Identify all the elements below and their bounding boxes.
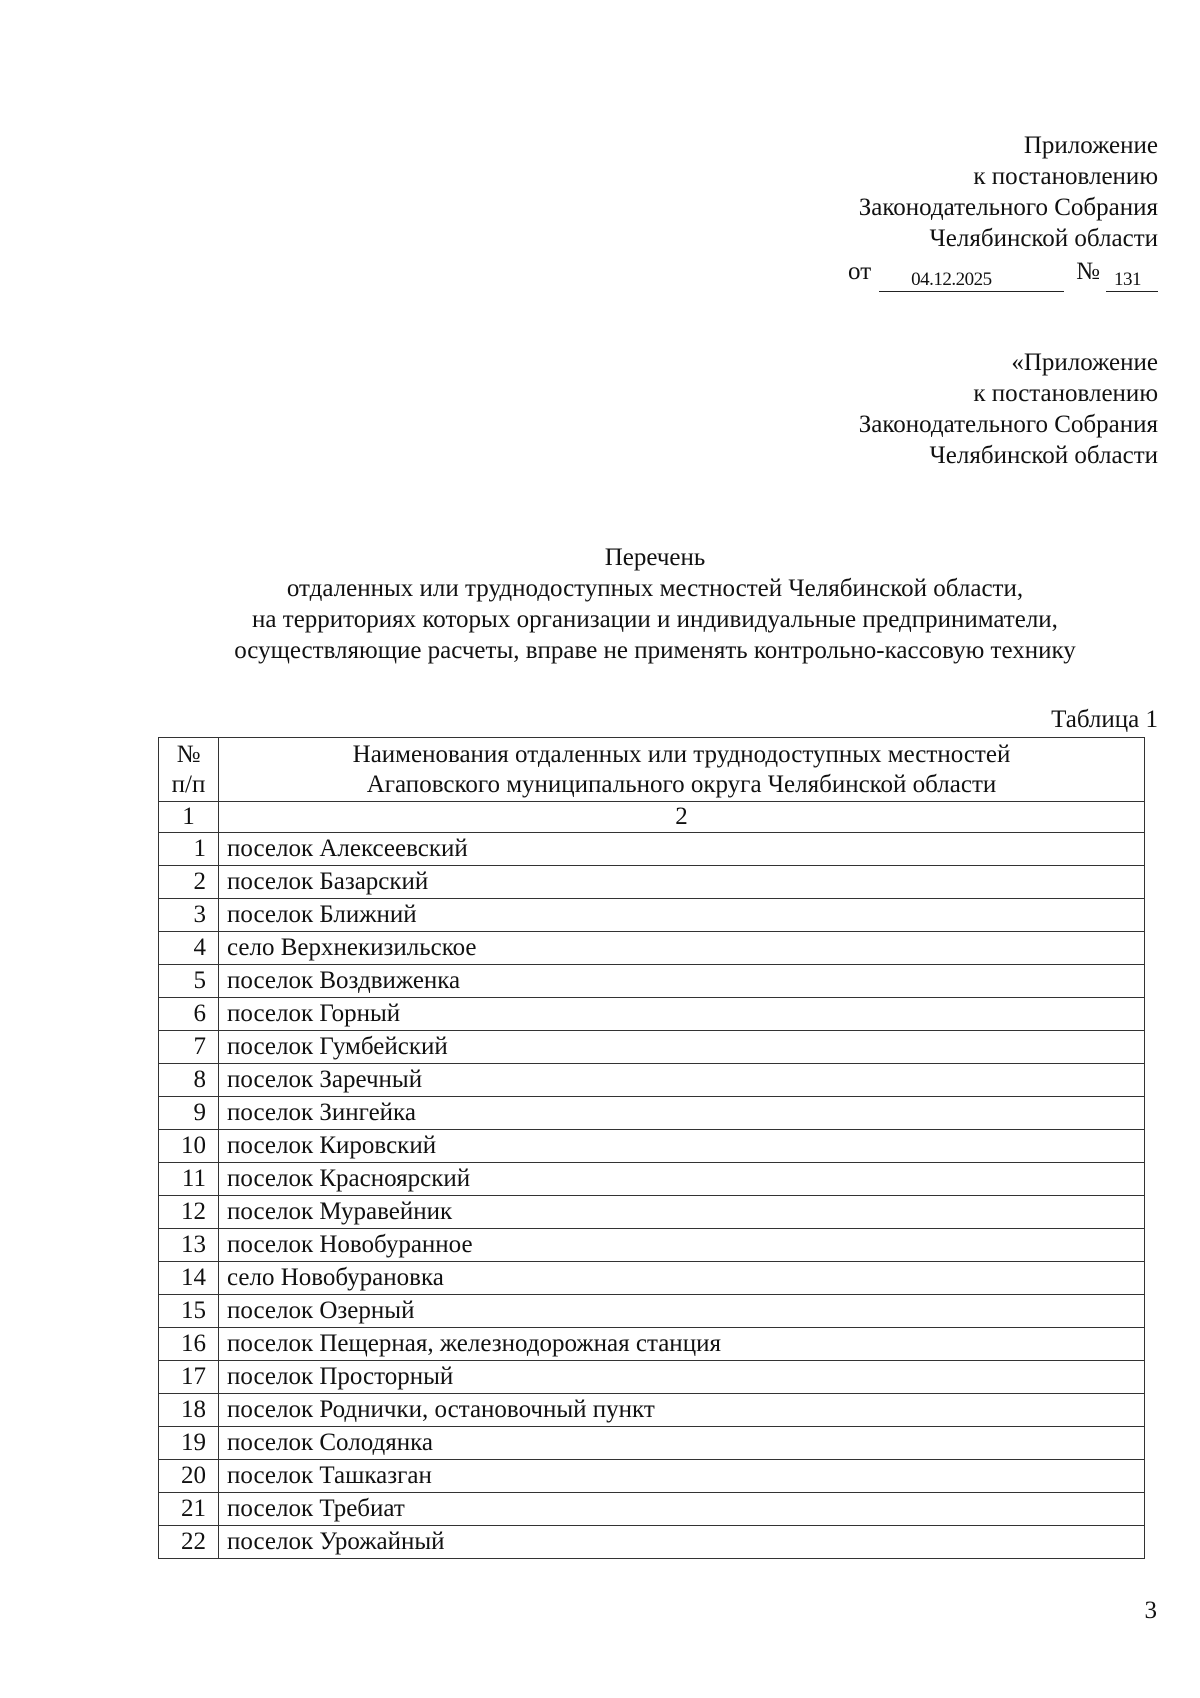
previous-attachment-authority: Законодательного Собрания bbox=[858, 411, 1158, 438]
row-number: 14 bbox=[159, 1262, 219, 1295]
table-row bbox=[159, 1097, 1145, 1130]
row-number: 5 bbox=[159, 965, 219, 998]
table-row bbox=[159, 932, 1145, 965]
table-row bbox=[159, 1361, 1145, 1394]
date-label: от bbox=[848, 258, 872, 285]
table-row bbox=[159, 1196, 1145, 1229]
row-number: 8 bbox=[159, 1064, 219, 1097]
table-row bbox=[159, 1295, 1145, 1328]
table-row bbox=[159, 998, 1145, 1031]
row-number: 21 bbox=[159, 1493, 219, 1526]
places-table bbox=[158, 737, 1145, 1559]
row-place-name: поселок Требиат bbox=[219, 1493, 1145, 1526]
row-number: 19 bbox=[159, 1427, 219, 1460]
previous-attachment-region: Челябинской области bbox=[929, 442, 1158, 469]
page-number: 3 bbox=[1144, 1597, 1157, 1624]
table-row bbox=[159, 1328, 1145, 1361]
table-row bbox=[159, 1064, 1145, 1097]
row-place-name: поселок Урожайный bbox=[219, 1526, 1145, 1559]
row-place-name: поселок Кировский bbox=[219, 1130, 1145, 1163]
row-place-name: поселок Муравейник bbox=[219, 1196, 1145, 1229]
table-row bbox=[159, 833, 1145, 866]
attachment-authority: Законодательного Собрания bbox=[858, 194, 1158, 221]
table-row bbox=[159, 1262, 1145, 1295]
attachment-title: Приложение bbox=[1023, 132, 1158, 159]
attachment-subtitle: к постановлению bbox=[973, 163, 1158, 190]
table-body bbox=[159, 833, 1145, 1559]
column-number-1: 1 bbox=[159, 802, 219, 833]
header-number-abbr: п/п bbox=[171, 770, 206, 798]
row-number: 12 bbox=[159, 1196, 219, 1229]
number-label: № bbox=[1076, 258, 1100, 285]
row-place-name: поселок Просторный bbox=[219, 1361, 1145, 1394]
row-place-name: поселок Заречный bbox=[219, 1064, 1145, 1097]
table-caption: Таблица 1 bbox=[1051, 706, 1158, 733]
column-number-2: 2 bbox=[219, 802, 1145, 833]
table-row bbox=[159, 899, 1145, 932]
row-place-name: поселок Роднички, остановочный пункт bbox=[219, 1394, 1145, 1427]
row-number: 20 bbox=[159, 1460, 219, 1493]
table-row bbox=[159, 1526, 1145, 1559]
table-row bbox=[159, 1229, 1145, 1262]
table-row bbox=[159, 1130, 1145, 1163]
header-name-cell bbox=[219, 738, 1145, 802]
previous-attachment-title: «Приложение bbox=[1011, 349, 1158, 376]
row-place-name: село Верхнекизильское bbox=[219, 932, 1145, 965]
table-row bbox=[159, 1394, 1145, 1427]
title-line-4: осуществляющие расчеты, вправе не применять контрольно-кассовую технику bbox=[234, 637, 1076, 664]
row-number: 4 bbox=[159, 932, 219, 965]
row-number: 2 bbox=[159, 866, 219, 899]
table-row bbox=[159, 965, 1145, 998]
previous-attachment-header bbox=[859, 347, 1158, 471]
title-line-3: на территориях которых организации и индивидуальные предприниматели, bbox=[252, 606, 1058, 633]
table-row bbox=[159, 1031, 1145, 1064]
row-number: 9 bbox=[159, 1097, 219, 1130]
attachment-region: Челябинской области bbox=[929, 225, 1158, 252]
row-number: 15 bbox=[159, 1295, 219, 1328]
previous-attachment-subtitle: к постановлению bbox=[973, 380, 1158, 407]
header-number-cell bbox=[159, 738, 219, 802]
row-number: 18 bbox=[159, 1394, 219, 1427]
attachment-header bbox=[848, 130, 1158, 290]
row-number: 1 bbox=[159, 833, 219, 866]
row-number: 7 bbox=[159, 1031, 219, 1064]
title-line-1: Перечень bbox=[604, 544, 706, 571]
row-number: 22 bbox=[159, 1526, 219, 1559]
row-place-name: поселок Озерный bbox=[219, 1295, 1145, 1328]
row-number: 10 bbox=[159, 1130, 219, 1163]
row-number: 6 bbox=[159, 998, 219, 1031]
header-name-line-2: Агаповского муниципального округа Челябинской области bbox=[366, 770, 997, 798]
row-number: 11 bbox=[159, 1163, 219, 1196]
row-place-name: поселок Гумбейский bbox=[219, 1031, 1145, 1064]
row-place-name: поселок Солодянка bbox=[219, 1427, 1145, 1460]
row-place-name: поселок Ташказган bbox=[219, 1460, 1145, 1493]
table-row bbox=[159, 1427, 1145, 1460]
row-number: 13 bbox=[159, 1229, 219, 1262]
row-place-name: поселок Новобуранное bbox=[219, 1229, 1145, 1262]
document-title bbox=[130, 542, 1180, 666]
table-row bbox=[159, 1460, 1145, 1493]
row-number: 3 bbox=[159, 899, 219, 932]
table-row bbox=[159, 1163, 1145, 1196]
column-numbering-row bbox=[159, 802, 1145, 833]
header-name-line-1: Наименования отдаленных или труднодоступных местностей bbox=[352, 740, 1011, 768]
row-place-name: поселок Ближний bbox=[219, 899, 1145, 932]
number-value: 131 bbox=[1106, 269, 1158, 292]
row-place-name: село Новобурановка bbox=[219, 1262, 1145, 1295]
row-place-name: поселок Базарский bbox=[219, 866, 1145, 899]
table-row bbox=[159, 1493, 1145, 1526]
row-place-name: поселок Пещерная, железнодорожная станция bbox=[219, 1328, 1145, 1361]
row-number: 17 bbox=[159, 1361, 219, 1394]
row-place-name: поселок Воздвиженка bbox=[219, 965, 1145, 998]
row-place-name: поселок Зингейка bbox=[219, 1097, 1145, 1130]
row-place-name: поселок Алексеевский bbox=[219, 833, 1145, 866]
header-number-symbol: № bbox=[176, 740, 201, 768]
title-line-2: отдаленных или труднодоступных местностей Челябинской области, bbox=[286, 575, 1024, 602]
attachment-date-line bbox=[848, 256, 1158, 290]
row-place-name: поселок Горный bbox=[219, 998, 1145, 1031]
date-value: 04.12.2025 bbox=[879, 269, 1064, 292]
table-row bbox=[159, 866, 1145, 899]
table-header-row bbox=[159, 738, 1145, 802]
row-number: 16 bbox=[159, 1328, 219, 1361]
row-place-name: поселок Красноярский bbox=[219, 1163, 1145, 1196]
